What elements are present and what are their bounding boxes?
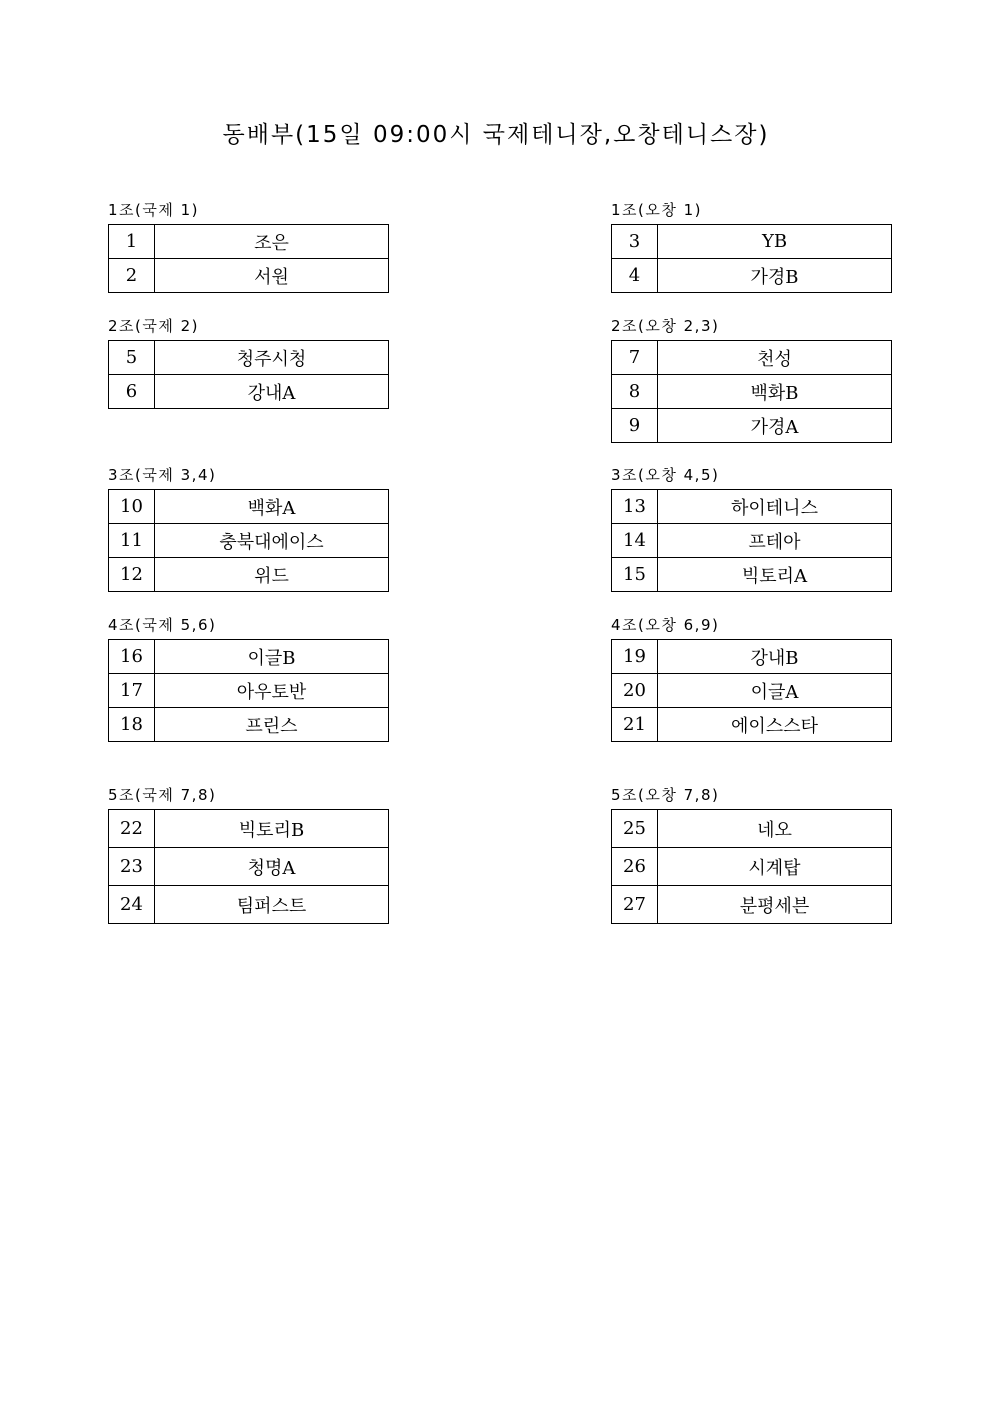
group-label: 1조(오창 1) bbox=[611, 201, 703, 219]
team-name: 가경B bbox=[658, 259, 892, 293]
team-name: 강내B bbox=[658, 640, 892, 674]
group-table bbox=[611, 809, 892, 924]
team-name: 시계탑 bbox=[658, 848, 892, 886]
team-number: 21 bbox=[612, 708, 658, 742]
table-row bbox=[109, 558, 389, 592]
team-number: 5 bbox=[109, 341, 155, 375]
group-label: 5조(국제 7,8) bbox=[108, 786, 217, 804]
team-name: 청주시청 bbox=[155, 341, 389, 375]
table-row bbox=[612, 848, 892, 886]
team-number: 24 bbox=[109, 886, 155, 924]
group-table bbox=[108, 224, 389, 293]
team-name: 충북대에이스 bbox=[155, 524, 389, 558]
team-name: 위드 bbox=[155, 558, 389, 592]
team-number: 18 bbox=[109, 708, 155, 742]
team-number: 11 bbox=[109, 524, 155, 558]
team-name: 하이테니스 bbox=[658, 490, 892, 524]
team-number: 2 bbox=[109, 259, 155, 293]
group-4-ochang bbox=[611, 615, 892, 742]
team-name: 에이스스타 bbox=[658, 708, 892, 742]
team-name: 분평세븐 bbox=[658, 886, 892, 924]
group-table bbox=[108, 809, 389, 924]
group-2-ochang bbox=[611, 316, 892, 443]
team-name: 강내A bbox=[155, 375, 389, 409]
group-table bbox=[108, 340, 389, 409]
group-label: 4조(국제 5,6) bbox=[108, 616, 217, 634]
team-number: 4 bbox=[612, 259, 658, 293]
team-number: 16 bbox=[109, 640, 155, 674]
table-row bbox=[612, 886, 892, 924]
group-label: 5조(오창 7,8) bbox=[611, 786, 720, 804]
team-name: 프테아 bbox=[658, 524, 892, 558]
table-row bbox=[109, 490, 389, 524]
team-name: 가경A bbox=[658, 409, 892, 443]
group-table bbox=[611, 224, 892, 293]
table-row bbox=[109, 886, 389, 924]
team-name: 네오 bbox=[658, 810, 892, 848]
team-name: 프린스 bbox=[155, 708, 389, 742]
team-name: 빅토리B bbox=[155, 810, 389, 848]
group-1-ochang bbox=[611, 200, 892, 293]
team-name: 백화B bbox=[658, 375, 892, 409]
table-row bbox=[612, 558, 892, 592]
group-5-ochang bbox=[611, 785, 892, 924]
table-row bbox=[109, 848, 389, 886]
team-number: 7 bbox=[612, 341, 658, 375]
team-name: 아우토반 bbox=[155, 674, 389, 708]
team-name: 조은 bbox=[155, 225, 389, 259]
table-row bbox=[612, 490, 892, 524]
team-number: 10 bbox=[109, 490, 155, 524]
table-row bbox=[612, 708, 892, 742]
table-row bbox=[109, 810, 389, 848]
group-label: 4조(오창 6,9) bbox=[611, 616, 720, 634]
group-label: 3조(국제 3,4) bbox=[108, 466, 217, 484]
team-name: 청명A bbox=[155, 848, 389, 886]
team-number: 13 bbox=[612, 490, 658, 524]
table-row bbox=[109, 674, 389, 708]
table-row bbox=[612, 524, 892, 558]
group-label: 2조(오창 2,3) bbox=[611, 317, 720, 335]
table-row bbox=[612, 640, 892, 674]
team-number: 20 bbox=[612, 674, 658, 708]
group-3-gukje bbox=[108, 465, 389, 592]
table-row bbox=[612, 225, 892, 259]
table-row bbox=[612, 409, 892, 443]
team-number: 27 bbox=[612, 886, 658, 924]
group-3-ochang bbox=[611, 465, 892, 592]
team-number: 25 bbox=[612, 810, 658, 848]
group-5-gukje bbox=[108, 785, 389, 924]
page-title: 동배부(15일 09:00시 국제테니장,오창테니스장) bbox=[222, 122, 770, 148]
group-label: 3조(오창 4,5) bbox=[611, 466, 720, 484]
group-table bbox=[611, 639, 892, 742]
team-number: 26 bbox=[612, 848, 658, 886]
group-1-gukje bbox=[108, 200, 389, 293]
table-row bbox=[109, 640, 389, 674]
team-number: 1 bbox=[109, 225, 155, 259]
team-name: 이글B bbox=[155, 640, 389, 674]
team-name: 빅토리A bbox=[658, 558, 892, 592]
group-table bbox=[611, 340, 892, 443]
table-row bbox=[109, 524, 389, 558]
table-row bbox=[109, 259, 389, 293]
table-row bbox=[612, 259, 892, 293]
group-table bbox=[108, 489, 389, 592]
group-2-gukje bbox=[108, 316, 389, 409]
team-name: 이글A bbox=[658, 674, 892, 708]
team-number: 19 bbox=[612, 640, 658, 674]
team-number: 12 bbox=[109, 558, 155, 592]
team-name: 서원 bbox=[155, 259, 389, 293]
team-name: 팀퍼스트 bbox=[155, 886, 389, 924]
team-number: 22 bbox=[109, 810, 155, 848]
group-table bbox=[611, 489, 892, 592]
team-number: 15 bbox=[612, 558, 658, 592]
table-row bbox=[109, 708, 389, 742]
table-row bbox=[612, 674, 892, 708]
group-table bbox=[108, 639, 389, 742]
team-number: 9 bbox=[612, 409, 658, 443]
table-row bbox=[612, 375, 892, 409]
team-name: 백화A bbox=[155, 490, 389, 524]
table-row bbox=[612, 810, 892, 848]
group-4-gukje bbox=[108, 615, 389, 742]
team-number: 17 bbox=[109, 674, 155, 708]
team-name: 천성 bbox=[658, 341, 892, 375]
group-label: 1조(국제 1) bbox=[108, 201, 200, 219]
table-row bbox=[612, 341, 892, 375]
team-number: 3 bbox=[612, 225, 658, 259]
table-row bbox=[109, 225, 389, 259]
table-row bbox=[109, 341, 389, 375]
team-number: 6 bbox=[109, 375, 155, 409]
team-number: 14 bbox=[612, 524, 658, 558]
table-row bbox=[109, 375, 389, 409]
group-label: 2조(국제 2) bbox=[108, 317, 200, 335]
team-number: 8 bbox=[612, 375, 658, 409]
team-number: 23 bbox=[109, 848, 155, 886]
team-name: YB bbox=[658, 225, 892, 259]
